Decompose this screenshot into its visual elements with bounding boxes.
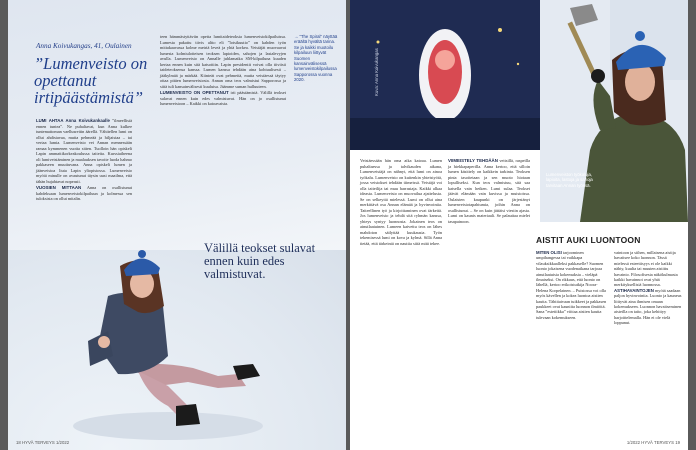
sidebar-subhead-2: ASTIHAVAINTOJEN: [614, 287, 654, 293]
right-col1-text: Veistäessään hän oma aika katoaa. Lumen puhaltaessa ja talvikauden aikana, Lumenveistäjä on nähnyt, että lumi on ainoa työkalu. Lumenveisto on kuitenkin yhteistyötä, jossa veistokset tehdään tiimeissä. Veistäjä voi olla taiteilija tai muu harrastaja. Kaikki alkaa ideasta. Lumenveisto on muovailua ajattelusta. Se on selkeyttä mielessä. Lumi on ollut aina merkittävä osa Annan elämää ja hyvinvointia. Taiteellinen työ ja kirjoittaminen ovat tärkeitä. Jos lumenveisto ja tehdä sitä ryhmän kanssa, yhteys syntyy luonnosta. Jokainen teos on ainutlaatuinen. Lumeen kaivettu teos on lähes mahdoton säilyttää kuukausia. Työn tekemisessä lumi on kova ja kylmä. Sillä Anna tietää, että tärkeintä on nauttia siitä mitä tekee.: [360, 158, 442, 246]
right-body-column-2: [448, 158, 530, 225]
pull-quote: Välillä teokset sulavat ennen kuin edes valmistuvat.: [204, 241, 316, 281]
col1-sub-text: Anna on osallistunut kahdeksaan lumenveistokilpailuun ja kolmessa sen tuloksista on ollut mitalin.: [36, 185, 132, 201]
night-photo-credit: [374, 86, 379, 96]
woman-with-spade-photo: [540, 0, 688, 222]
page-folio-left: 18 HYVÄ TERVEYS 1/2022: [16, 440, 70, 445]
sidebar-sub2-text: myötä saadaan paljon hyvinvointia. Luonto ja kauneus liittyvät aina ihmisen omaan kokemukseen. Luonnon havaitseminen aisteilla on taito, joka kehittyy harjoittelemalla. Hän ei ole vielä loppunut.: [614, 287, 682, 326]
right-body-column-1: [360, 158, 442, 247]
col2-text: teen hämmästyttäviin opetta lumitaideteoksia lumenveistokilpailuissa. Lumesta pakattu tiivis altto eli ”lotsikuutio” on kahden työn mittakaavassa kolme metriä leveä ja yhtä korkea. Veistäjät muovaavat lumesta kolmiulotteisen teoksen lapioiden, sahojen ja lastalevyjen avulla. Lumenveisto on Annalle juhlamatka SM-kilpailuna kuuden kertaa ennen kuin sitä katsottiin. Lapin presidentit voivat olla tiiviisti taideteoksensa kanssa. Lumen kanssa tehdään aina kohtuulisesti – jääkylmää ja märkää. Kiinteät ovat pehmeitä, mutta veistäessä täytyy ottaa pitäen lumenveistosta. Annan oma teos valmistui Sapporossa ja siitä tuli kansainvälisesti kuuluisa. Jäämme suman hulluuteen.: [160, 34, 286, 89]
sidebar-text: tarjoominen umpihangessa tai vaikkapa vilauksikkaalleksi pakkaselle? Suomen luonto jokaisena vuodenaikana tarjoaa ainutlaatuisia kokemuksia – vieläpä ilmaiseksi. On rikkaus, että luonto on lähellä, kertoo erikoistutkija Noora-Helena Korpelainen. – Puistossa voi olla myös kävellen ja kokea luontoa aistien kautta. Tähtitaivaan tuikkeet ja pakkasen paukkeet ovat kauniita luonnon ilmiöitä. Sana ”estetiikka” viittaa aistien kautta tulevaan kokemukseen.: [536, 250, 607, 320]
night-sculpture-photo: [350, 0, 540, 150]
body-column-2: [160, 34, 286, 108]
sidebar-column-1: [536, 250, 608, 320]
col2-subhead: LUMENVEISTO ON OPETTANUT: [160, 90, 229, 95]
side-quote: → ”The Spiral” näyttää eräältä hyvältä tarina. Se ja kaikki muotoilu kilpailuun liittyvät Suomen kansainvälisessä lumenveistokilpailussa Sapporossa vuonna 2020.: [294, 34, 338, 83]
sidebar-kicker: MITEN OLISI: [536, 250, 562, 255]
left-page: [8, 0, 346, 450]
col1-subhead: VUOSIEN MITTAAN: [36, 185, 82, 190]
woman-sitting-in-snow-photo: [68, 246, 268, 441]
portrait-caption: Lumenveiston työkaluja, lapioita, lastoja ja sahoja tarvitaan Annan työssä.: [546, 172, 593, 188]
sidebar-col2-text: vaintoon ja siihen, millaisena aistija havaitsee koko luonnon. Tässä mielessä esteettisyys ei ole kaikki nähty, kuulta tai muuten aistittu havainto. Filosofisesta näkökulmasta kaikki havainnot ovat yhtä merkityksellisiä luonnossa.: [614, 250, 678, 288]
body-column-1: [36, 118, 132, 203]
sidebar-column-2: [614, 250, 682, 326]
right-col1-subhead: VIIMEISTELY TEHDÄÄN: [448, 158, 498, 163]
byline: Anna Koivukangas, 41, Oulainen: [36, 42, 132, 50]
headline: ”Lumenveisto on opettanut irtipäästämistä”: [34, 54, 148, 107]
right-col1-sub-text: veitsillä, raspeilla ja hiekkapaperilla. Anna kertoo, että silloin lumen käsittely on kaikkein tarkinta. Teoksen pinta tasoitetaan ja sen muoto hiotaan lopulliseksi. Kun teos valmistuu, sitä saa katsella vain hetken. Lumi sulaa. Teokset jäävät elämään vain kuvissa ja muistoissa. Oulaisten kaupunki on järjestänyt lumenveistotapahtumia, joihin Anna on osallistunut. – Se on kuin jättäisi viestin ajasta. Lumi on kaunis materiaali. Se palauttaa mielet tasapainoon.: [448, 158, 530, 224]
page-folio-right: 1/2022 HYVÄ TERVEYS 19: [626, 440, 680, 445]
right-page: [350, 0, 688, 450]
col2-sub-text: irti päästämistä. Välillä teokset sulavat ennen kuin edes valmistuvat. Hän on jo osallistunut lumenveistoon – Kaikki on katoavaista.: [160, 90, 286, 106]
col1-text: ”ilmeellisiä ennen tuntea”. Ne puhaltavat, kun Anna kulkee tuntemattoman vaellusreitin äärellä. Vähitellen lumi on ollut ahdistavaa, mutta pehmeää ja hiljaistaa – tai vertaa lumia. Lumenveisto vei Annan mennessään ramaa kymmenen vuotta sitten. Tuolloin hän opiskeli Lapin ammattikorkeakoulussa taiteita. Kurssiaiheena oli lumiveistäminen ja maalauksen tavoite luoda hahmo pakkaseen muuttuvana. Anna opiskeli lumen ja jäänveistoa liuta Lapin yliopistossa. Lumenveisto myötä minulle on avautunut täysin uusi maailma, että tähän hujahtavat nopeasti.: [36, 118, 132, 184]
intro-lead: LUMI AHTAA Anna Koivukankaalle: [36, 118, 110, 123]
section-heading: AISTIT AUKI LUONTOON: [536, 235, 641, 245]
portrait-photo: [540, 0, 688, 222]
